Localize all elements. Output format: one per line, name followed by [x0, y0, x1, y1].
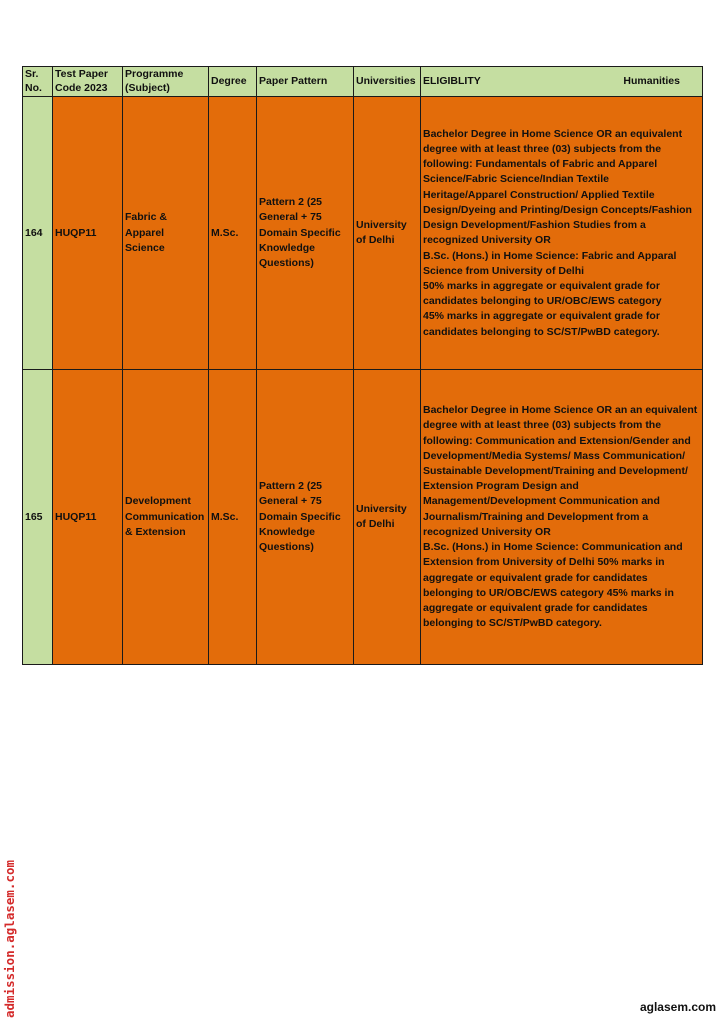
- row-eligibility: [421, 97, 703, 370]
- eligibility-line: 50% marks in aggregate or equivalent grade for: [423, 279, 660, 292]
- row-programme: Fabric & Apparel Science: [123, 97, 209, 370]
- eligibility-line: Bachelor Degree in Home Science OR an an equivalent: [423, 404, 698, 417]
- header-paper-pattern: Paper Pattern: [257, 67, 354, 97]
- header-eligibility-label: ELIGIBLITY: [423, 74, 481, 87]
- header-category-label: Humanities: [623, 74, 680, 87]
- row-paper-pattern: Pattern 2 (25 General + 75 Domain Specific Knowledge Questions): [257, 370, 354, 665]
- row-paper-pattern: Pattern 2 (25 General + 75 Domain Specific Knowledge Questions): [257, 97, 354, 370]
- eligibility-text: [423, 403, 700, 631]
- eligibility-line: Bachelor Degree in Home Science OR an equivalent: [423, 127, 683, 140]
- eligibility-line: Management/Development Communication and: [423, 495, 660, 508]
- row-test-paper-code: HUQP11: [53, 370, 123, 665]
- eligibility-line: Science from University of Delhi: [423, 264, 585, 277]
- eligibility-line: aggregate or equivalent grade for candidates: [423, 601, 648, 614]
- eligibility-line: candidates belonging to SC/ST/PwBD category.: [423, 325, 660, 338]
- row-programme: Development Communication & Extension: [123, 370, 209, 665]
- eligibility-line: candidates belonging to UR/OBC/EWS category: [423, 295, 662, 308]
- eligibility-line: belonging to UR/OBC/EWS category 45% marks in: [423, 586, 674, 599]
- header-sr-no: Sr. No.: [23, 67, 53, 97]
- eligibility-line: aggregate or equivalent grade for candidates: [423, 571, 648, 584]
- footer-brand: aglasem.com: [639, 1000, 716, 1014]
- header-degree: Degree: [209, 67, 257, 97]
- row-university: University of Delhi: [354, 97, 421, 370]
- eligibility-line: recognized University OR: [423, 525, 551, 538]
- table-row: [23, 370, 703, 665]
- eligibility-line: following: Fundamentals of Fabric and Apparel: [423, 158, 658, 171]
- row-test-paper-code: HUQP11: [53, 97, 123, 370]
- row-degree: M.Sc.: [209, 370, 257, 665]
- row-sr-no: 165: [23, 370, 53, 665]
- eligibility-line: Science/Fabric Science/Indian Textile: [423, 173, 609, 186]
- eligibility-line: Heritage/Apparel Construction/ Applied Textile: [423, 188, 655, 201]
- eligibility-line: degree with at least three (03) subjects from the: [423, 142, 662, 155]
- eligibility-line: Design Development/Fashion Studies from a: [423, 219, 646, 232]
- eligibility-line: Journalism/Training and Development from a: [423, 510, 649, 523]
- eligibility-table: [22, 66, 703, 665]
- eligibility-line: Sustainable Development/Training and Development/: [423, 465, 688, 478]
- eligibility-line: Design/Dyeing and Printing/Design Concepts/Fashion: [423, 203, 692, 216]
- eligibility-line: Development/Media Systems/ Mass Communication/: [423, 449, 685, 462]
- watermark-text: admission.aglasem.com: [2, 859, 17, 1018]
- eligibility-line: B.Sc. (Hons.) in Home Science: Communication and: [423, 541, 683, 554]
- eligibility-text: [423, 127, 700, 340]
- eligibility-line: degree with at least three (03) subjects from the: [423, 419, 662, 432]
- header-universities: Universities: [354, 67, 421, 97]
- eligibility-line: B.Sc. (Hons.) in Home Science: Fabric and Apparal: [423, 249, 677, 262]
- eligibility-line: 45% marks in aggregate or equivalent grade for: [423, 310, 660, 323]
- eligibility-line: belonging to SC/ST/PwBD category.: [423, 617, 602, 630]
- eligibility-line: Extension Program Design and: [423, 480, 579, 493]
- eligibility-line: following: Communication and Extension/Gender and: [423, 434, 691, 447]
- row-eligibility: [421, 370, 703, 665]
- header-test-paper-code: Test Paper Code 2023: [53, 67, 123, 97]
- header-programme: Programme (Subject): [123, 67, 209, 97]
- eligibility-line: recognized University OR: [423, 234, 551, 247]
- eligibility-line: Extension from University of Delhi 50% marks in: [423, 556, 665, 569]
- row-university: University of Delhi: [354, 370, 421, 665]
- table-header-row: [23, 67, 703, 97]
- header-eligibility: [421, 67, 703, 97]
- row-degree: M.Sc.: [209, 97, 257, 370]
- row-sr-no: 164: [23, 97, 53, 370]
- table-row: [23, 97, 703, 370]
